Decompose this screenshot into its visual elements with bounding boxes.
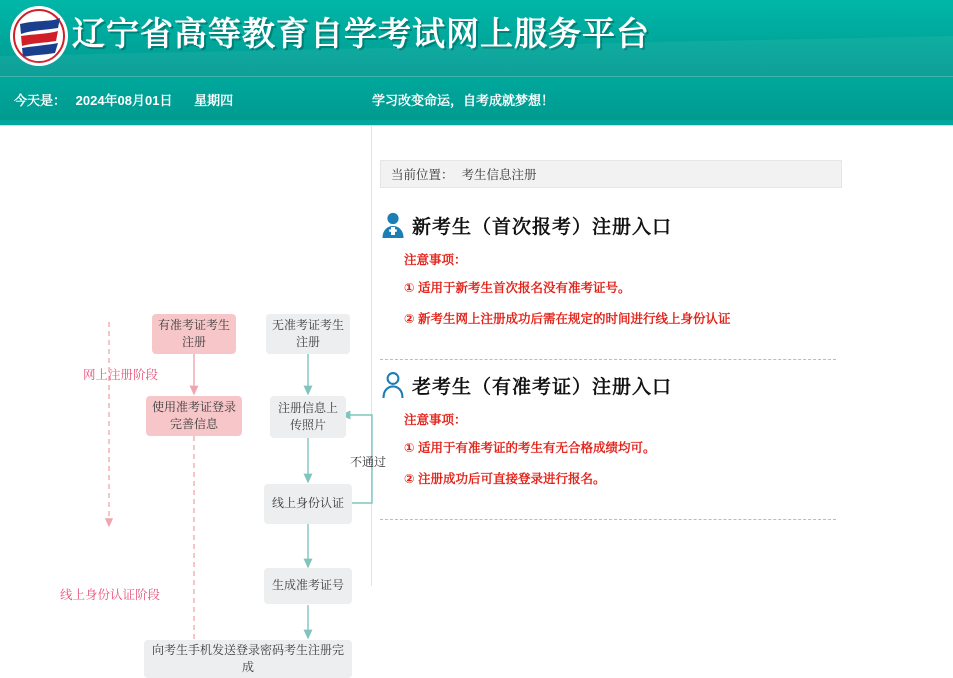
entry-new-candidate-title[interactable]: 新考生（首次报考）注册入口 xyxy=(412,215,673,238)
entry-new-candidate-notes-title: 注意事项： xyxy=(404,253,467,267)
flow-node-online-auth xyxy=(264,484,352,524)
flow-node-without-card-label: 无准考证考生注册 xyxy=(272,317,345,349)
today-block xyxy=(14,90,233,109)
flow-node-with-card-label: 有准考证考生注册 xyxy=(158,317,231,349)
today-value: 2024年08月01日 xyxy=(75,93,173,108)
flow-node-online-auth-label: 线上身份认证 xyxy=(271,496,344,511)
flow-node-login-complete xyxy=(146,396,242,436)
entry-divider-2 xyxy=(380,519,836,520)
old-candidate-person-icon xyxy=(380,371,406,399)
site-title: 辽宁省高等教育自学考试网上服务平台 xyxy=(72,14,650,53)
stage-label-online-register xyxy=(83,365,158,383)
breadcrumb-value: 考生信息注册 xyxy=(461,168,537,182)
flow-node-generate-card xyxy=(264,568,352,604)
today-weekday: 星期四 xyxy=(194,93,234,108)
breadcrumb-label: 当前位置： xyxy=(391,168,454,182)
slogan: 学习改变命运，自考成就梦想！ xyxy=(372,93,555,108)
today-label: 今天是： xyxy=(14,93,67,108)
flow-node-send-password xyxy=(144,640,352,678)
flow-node-with-card xyxy=(152,314,236,354)
entry-new-candidate-header[interactable] xyxy=(380,208,850,242)
entry-old-candidate-note-1: ① 适用于有准考证的考生有无合格成绩均可。 xyxy=(404,441,656,455)
entry-new-candidate-note-2: ② 新考生网上注册成功后需在规定的时间进行线上身份认证 xyxy=(404,312,731,326)
site-logo-icon xyxy=(8,4,70,68)
new-candidate-person-icon xyxy=(380,211,406,239)
right-panel xyxy=(372,126,953,586)
flow-node-register-upload-label: 注册信息上传照片 xyxy=(277,400,338,432)
entry-old-candidate-notes xyxy=(380,410,850,487)
entry-new-candidate[interactable] xyxy=(380,208,850,340)
stage-label-online-register-text: 网上注册阶段 xyxy=(83,368,159,382)
registration-flowchart xyxy=(0,126,387,674)
site-header xyxy=(0,0,953,76)
breadcrumb xyxy=(380,160,842,188)
flow-node-send-password-label: 向考生手机发送登录密码考生注册完成 xyxy=(151,642,344,674)
flow-node-without-card xyxy=(266,314,350,354)
date-bar xyxy=(0,76,953,120)
entry-new-candidate-notes xyxy=(380,250,850,327)
entry-old-candidate-notes-title: 注意事项： xyxy=(404,413,467,427)
stage-label-online-auth-text: 线上身份认证阶段 xyxy=(60,588,161,602)
entry-old-candidate-note-2: ② 注册成功后可直接登录进行报名。 xyxy=(404,472,606,486)
flow-node-generate-card-label: 生成准考证号 xyxy=(271,578,344,593)
entry-divider-1 xyxy=(380,359,836,360)
flow-node-login-complete-label: 使用准考证登录完善信息 xyxy=(152,399,237,431)
entry-new-candidate-note-1: ① 适用于新考生首次报名没有准考证号。 xyxy=(404,281,631,295)
stage-label-online-auth xyxy=(60,585,160,603)
flow-node-register-upload xyxy=(270,396,346,438)
entry-old-candidate-header[interactable] xyxy=(380,368,850,402)
entry-old-candidate[interactable] xyxy=(380,368,850,500)
main-content xyxy=(0,126,953,674)
entry-old-candidate-title[interactable]: 老考生（有准考证）注册入口 xyxy=(412,375,673,398)
edge-label-fail-text: 不通过 xyxy=(350,455,387,469)
